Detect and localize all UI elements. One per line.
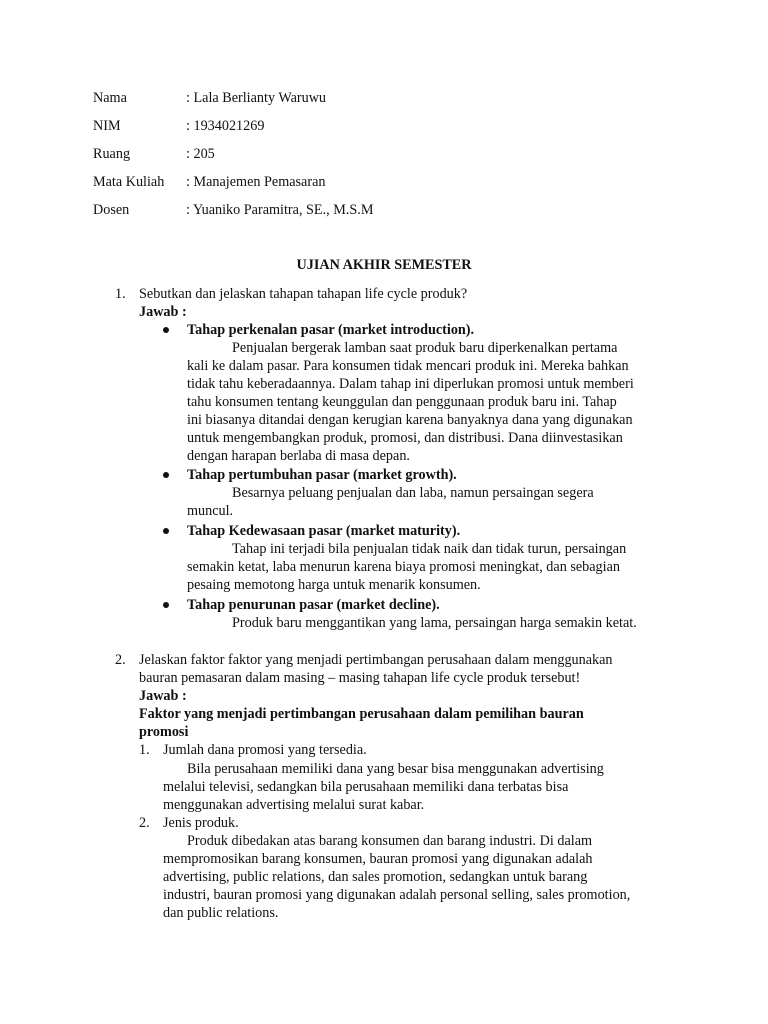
factor-heading: Jenis produk. [163, 815, 239, 831]
bullet-icon [163, 327, 169, 333]
question-text: Sebutkan dan jelaskan tahapan tahapan life cycle produk? [139, 286, 468, 302]
stage-text-line: Penjualan bergerak lamban saat produk baru diperkenalkan pertama [232, 340, 618, 356]
stage-text-line: kali ke dalam pasar. Para konsumen tidak mencari produk ini. Mereka bahkan [187, 358, 629, 374]
factor-text-line: mempromosikan barang konsumen, bauran promosi yang digunakan adalah [163, 851, 593, 867]
bullet-icon [163, 602, 169, 608]
factor-text-line: Bila perusahaan memiliki dana yang besar bisa menggunakan advertising [187, 761, 604, 777]
stage-text-line: Besarnya peluang penjualan dan laba, namun persaingan segera [232, 485, 594, 501]
stage-text-line: Tahap ini terjadi bila penjualan tidak naik dan tidak turun, persaingan [232, 541, 627, 557]
bullet-icon [163, 472, 169, 478]
label-ruang: Ruang [93, 146, 131, 162]
stage-text-line: tahu konsumen tentang keunggulan dan penggunaan produk baru ini. Tahap [187, 394, 617, 410]
answer-label: Jawab : [139, 304, 187, 320]
factor-text-line: Produk dibedakan atas barang konsumen dan barang industri. Di dalam [187, 833, 593, 849]
question-number: 2. [115, 652, 126, 668]
factor-text-line: menggunakan advertising melalui surat kabar. [163, 797, 425, 813]
label-nama: Nama [93, 90, 127, 106]
label-dosen: Dosen [93, 202, 130, 218]
stage-heading: Tahap penurunan pasar (market decline). [187, 597, 440, 613]
value-nama: : Lala Berlianty Waruwu [186, 90, 327, 106]
value-nim: : 1934021269 [186, 118, 265, 134]
value-dosen: : Yuaniko Paramitra, SE., M.S.M [186, 202, 374, 218]
factor-number: 1. [139, 742, 150, 758]
stage-heading: Tahap Kedewasaan pasar (market maturity). [187, 523, 461, 539]
factor-heading: Jumlah dana promosi yang tersedia. [163, 742, 367, 758]
answer-subheading: Faktor yang menjadi pertimbangan perusahaan dalam pemilihan bauran [139, 706, 584, 722]
stage-text-line: Produk baru menggantikan yang lama, persaingan harga semakin ketat. [232, 615, 637, 631]
factor-text-line: melalui televisi, sedangkan bila perusahaan memiliki dana terbatas bisa [163, 779, 569, 795]
stage-text-line: ini biasanya ditandai dengan kerugian karena banyaknya dana yang digunakan [187, 412, 633, 428]
stage-text-line: pesaing memotong harga untuk menarik konsumen. [187, 577, 481, 593]
label-nim: NIM [93, 118, 121, 134]
stage-text-line: semakin ketat, laba menurun karena biaya promosi meningkat, dan sebagian [187, 559, 620, 575]
page-title: UJIAN AKHIR SEMESTER [296, 257, 472, 273]
answer-subheading: promosi [139, 724, 189, 740]
factor-text-line: industri, bauran promosi yang digunakan adalah personal selling, sales promotion, [163, 887, 631, 903]
label-mata-kuliah: Mata Kuliah [93, 174, 165, 190]
bullet-icon [163, 528, 169, 534]
stage-text-line: untuk mengembangkan produk, promosi, dan distribusi. Dana diinvestasikan [187, 430, 623, 446]
stage-text-line: dengan harapan berlaba di masa depan. [187, 448, 410, 464]
stage-text-line: tidak tahu keberadaannya. Dalam tahap ini diperlukan promosi untuk memberi [187, 376, 634, 392]
stage-heading: Tahap pertumbuhan pasar (market growth). [187, 467, 457, 483]
stage-text-line: muncul. [187, 503, 234, 519]
factor-number: 2. [139, 815, 150, 831]
answer-label: Jawab : [139, 688, 187, 704]
stage-heading: Tahap perkenalan pasar (market introduction). [187, 322, 475, 338]
question-number: 1. [115, 286, 126, 302]
factor-text-line: advertising, public relations, dan sales promotion, sedangkan untuk barang [163, 869, 588, 885]
value-mata-kuliah: : Manajemen Pemasaran [186, 174, 326, 190]
value-ruang: : 205 [186, 146, 215, 162]
question-text-line: bauran pemasaran dalam masing – masing tahapan life cycle produk tersebut! [139, 670, 581, 686]
factor-text-line: dan public relations. [163, 905, 279, 921]
question-text-line: Jelaskan faktor faktor yang menjadi pertimbangan perusahaan dalam menggunakan [139, 652, 613, 668]
